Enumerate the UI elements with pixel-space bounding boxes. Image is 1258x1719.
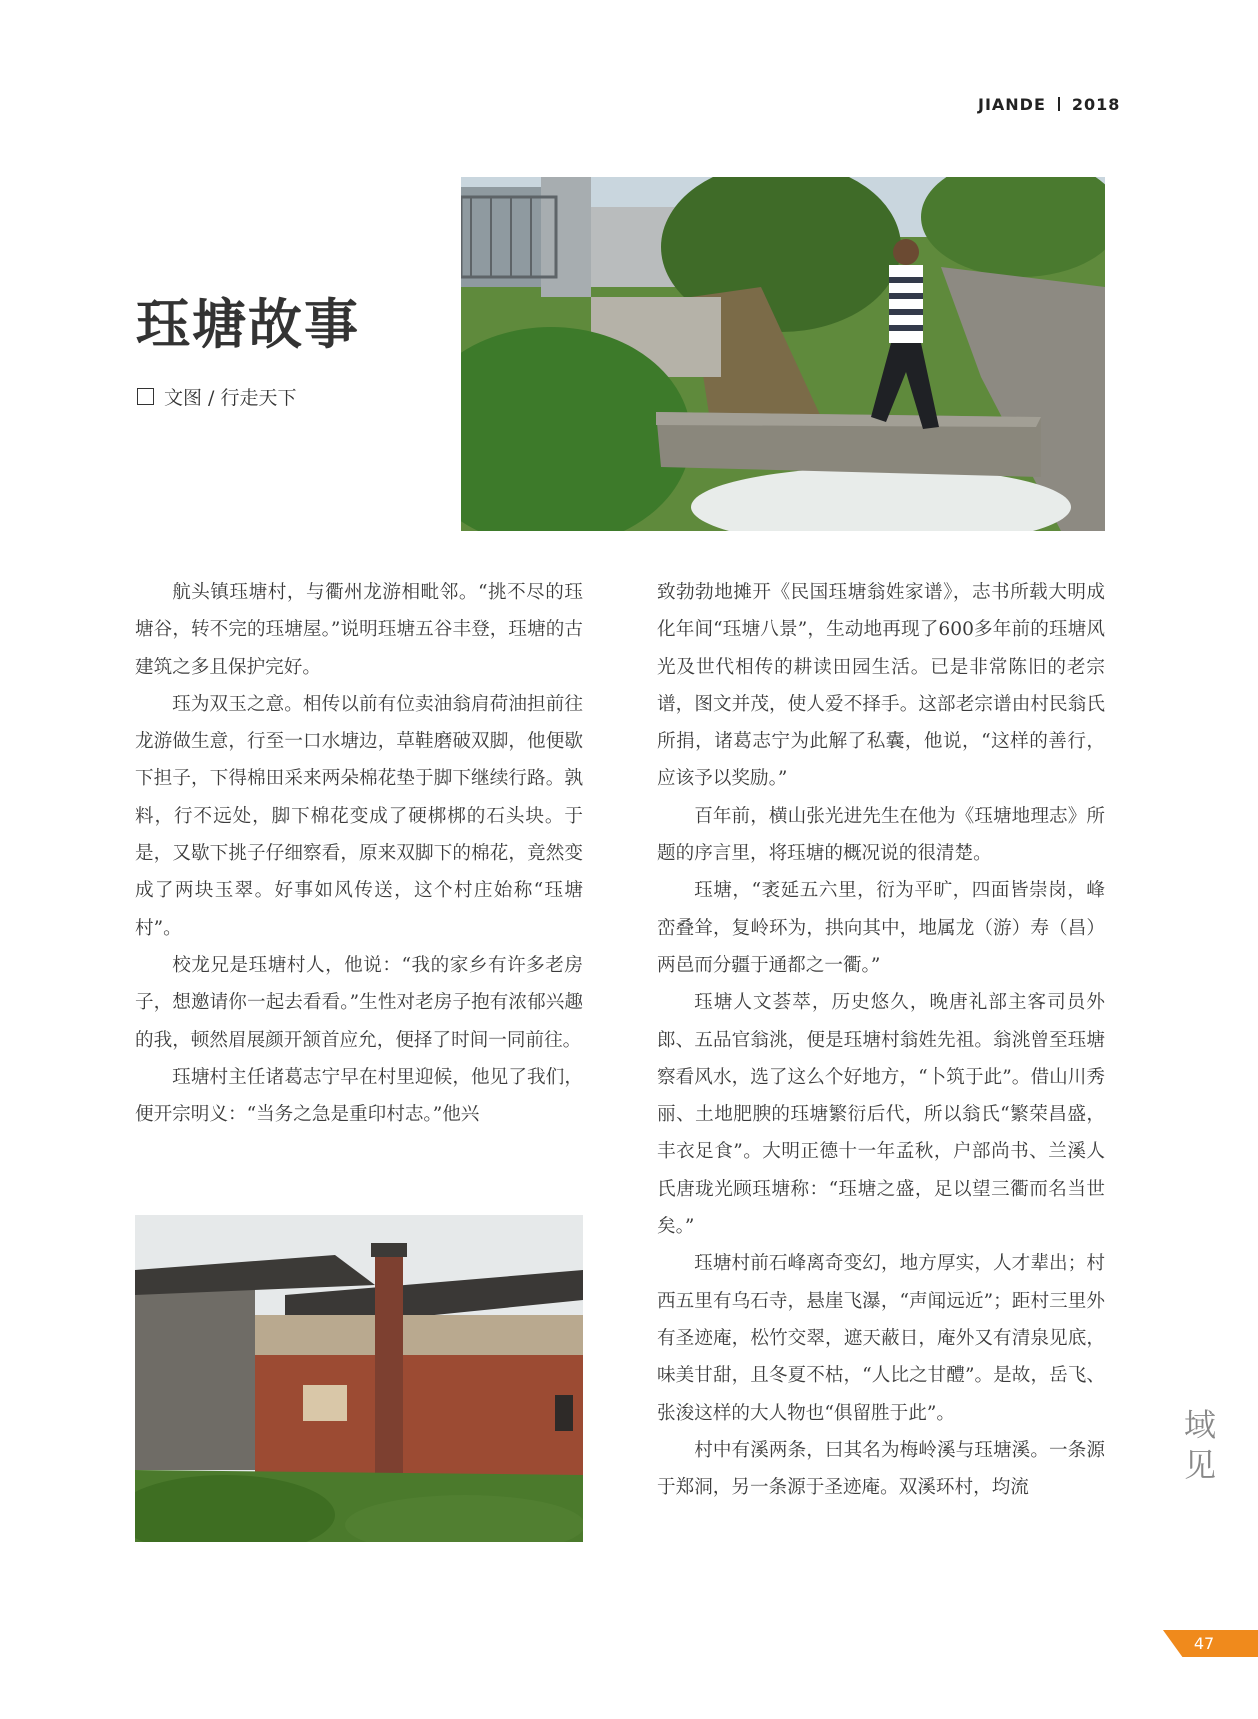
magazine-name: JIANDE xyxy=(978,95,1046,114)
byline xyxy=(137,383,296,410)
byline-text: 文图 / 行走天下 xyxy=(164,387,297,409)
square-icon xyxy=(137,388,154,405)
photo-old-house xyxy=(135,1215,583,1542)
paragraph: 村中有溪两条，曰其名为梅岭溪与珏塘溪。一条源于郑洞，另一条源于圣迹庵。双溪环村，均流 xyxy=(657,1439,1105,1499)
header-divider xyxy=(1058,97,1060,111)
paragraph: 珏塘，“袤延五六里，衍为平旷，四面皆崇岗，峰峦叠耸，复岭环为，拱向其中，地属龙（游）寿（昌）两邑而分疆于通都之一衢。” xyxy=(657,880,1105,976)
paragraph: 珏塘人文荟萃，历史悠久，晚唐礼部主客司员外郎、五品官翁洮，便是珏塘村翁姓先祖。翁洮曾至珏塘察看风水，选了这么个好地方，“卜筑于此”。借山川秀丽、土地肥腴的珏塘繁衍后代，所以翁氏“繁荣昌盛，丰衣足食”。大明正德十一年孟秋，户部尚书、兰溪人氏唐珑光顾珏塘称：“珏塘之盛，足以望三衢而名当世矣。” xyxy=(657,992,1105,1238)
paragraph: 珏塘村主任诸葛志宁早在村里迎候，他见了我们，便开宗明义：“当务之急是重印村志。”他兴 xyxy=(135,1066,583,1126)
paragraph: 珏为双玉之意。相传以前有位卖油翁肩荷油担前往龙游做生意，行至一口水塘边，草鞋磨破双脚，他便歇下担子，下得棉田采来两朵棉花垫于脚下继续行路。孰料，行不远处，脚下棉花变成了硬梆梆的石头块。于是，又歇下挑子仔细察看，原来双脚下的棉花，竟然变成了两块玉翠。好事如风传送，这个村庄始称“珏塘村”。 xyxy=(135,693,583,939)
section-label-char: 见 xyxy=(1183,1446,1216,1484)
article-column-left xyxy=(135,574,583,1133)
article-column-right xyxy=(657,574,1105,1506)
paragraph: 百年前，横山张光进先生在他为《珏塘地理志》所题的序言里，将珏塘的概况说的很清楚。 xyxy=(657,805,1105,865)
page-header xyxy=(978,95,1120,114)
issue-year: 2018 xyxy=(1071,95,1121,114)
paragraph: 珏塘村前石峰离奇变幻，地方厚实，人才辈出；村西五里有乌石寺，悬崖飞瀑，“声闻远近”；距村三里外有圣迹庵，松竹交翠，遮天蔽日，庵外又有清泉见底，味美甘甜，且冬夏不枯，“人比之甘醴”。是故，岳飞、张浚这样的大人物也“俱留胜于此”。 xyxy=(657,1253,1105,1424)
article-title: 珏塘故事 xyxy=(136,293,360,356)
paragraph: 致勃勃地摊开《民国珏塘翁姓家谱》，志书所载大明成化年间“珏塘八景”，生动地再现了600多年前的珏塘风光及世代相传的耕读田园生活。已是非常陈旧的老宗谱，图文并茂，使人爱不择手。这部老宗谱由村民翁氏所捐，诸葛志宁为此解了私囊，他说，“这样的善行，应该予以奖励。” xyxy=(657,582,1105,790)
paragraph: 校龙兄是珏塘村人，他说：“我的家乡有许多老房子，想邀请你一起去看看。”生性对老房子抱有浓郁兴趣的我，顿然眉展颜开颔首应允，便择了时间一同前往。 xyxy=(135,954,583,1051)
paragraph: 航头镇珏塘村，与衢州龙游相毗邻。“挑不尽的珏塘谷，转不完的珏塘屋。”说明珏塘五谷丰登，珏塘的古建筑之多且保护完好。 xyxy=(135,582,583,678)
photo-stone-bridge xyxy=(461,177,1105,531)
section-label-char: 域 xyxy=(1183,1406,1216,1444)
page-number: 47 xyxy=(1193,1634,1215,1653)
section-label xyxy=(1180,1405,1220,1485)
